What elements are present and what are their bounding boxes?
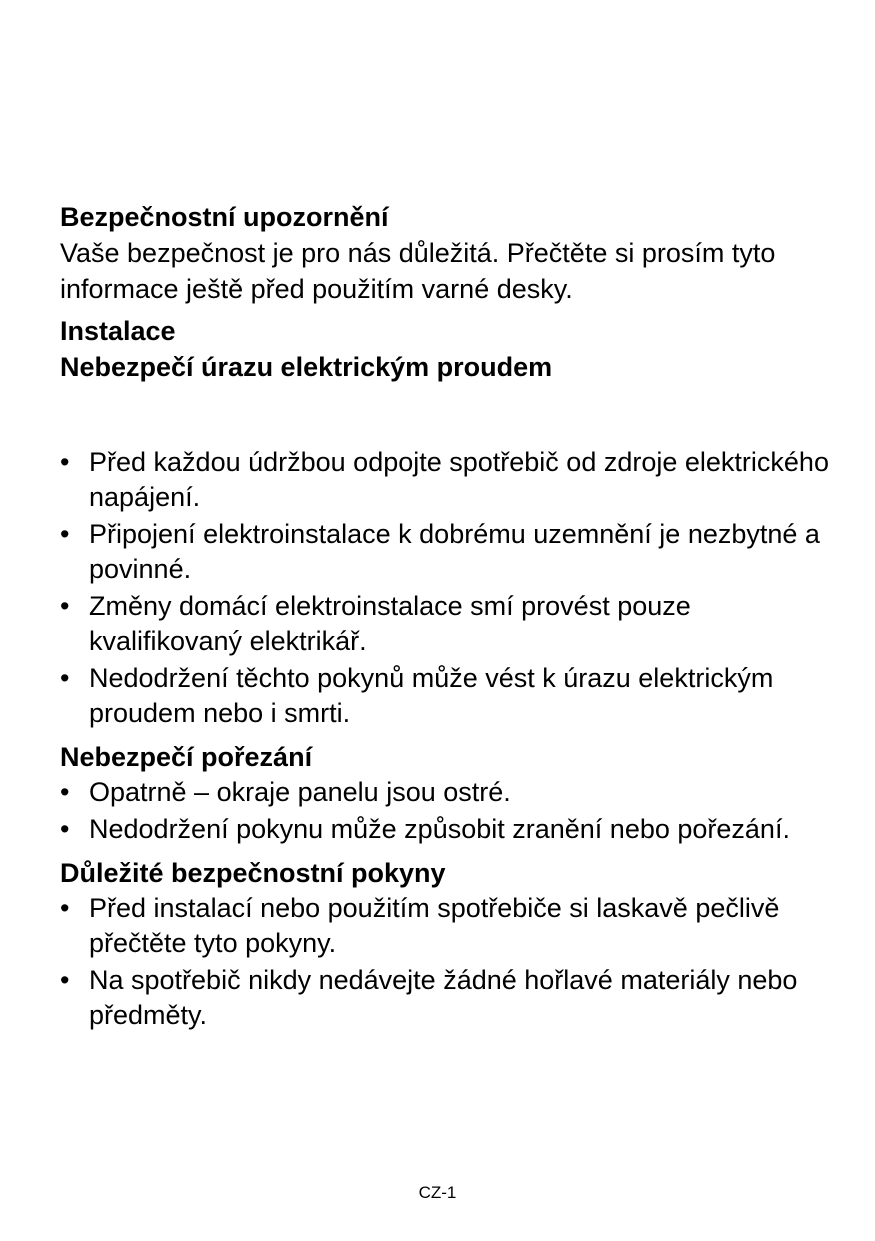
bullet-icon: • — [60, 777, 70, 807]
bullet-icon: • — [60, 965, 70, 995]
list-item — [60, 589, 850, 659]
cut-hazard-list — [60, 775, 850, 847]
list-item-text: Před instalací nebo použitím spotřebiče si laskavě pečlivě přečtěte tyto pokyny. — [89, 893, 780, 958]
list-item — [60, 891, 850, 961]
bullet-icon: • — [60, 447, 70, 477]
list-item — [60, 775, 850, 810]
list-item — [60, 445, 850, 515]
list-item-text: Změny domácí elektroinstalace smí provést pouze kvalifikovaný elektrikář. — [89, 591, 691, 656]
safety-warnings-title: Bezpečnostní upozornění — [60, 202, 389, 232]
installation-list — [60, 445, 850, 731]
list-item-text: Před každou údržbou odpojte spotřebič od zdroje elektrického napájení. — [89, 447, 829, 512]
bullet-icon: • — [60, 519, 70, 549]
bullet-icon: • — [60, 591, 70, 621]
list-item — [60, 812, 850, 847]
important-instructions-list — [60, 891, 850, 1033]
list-item — [60, 517, 850, 587]
bullet-icon: • — [60, 814, 70, 844]
list-item-text: Nedodržení těchto pokynů může vést k úrazu elektrickým proudem nebo i smrti. — [89, 663, 774, 728]
bullet-icon: • — [60, 893, 70, 923]
document-page — [60, 199, 850, 1035]
page-number: CZ-1 — [418, 1183, 457, 1202]
safety-intro-text: Vaše bezpečnost je pro nás důležitá. Přečtěte si prosím tyto informace ještě před použitím varné desky. — [60, 238, 776, 304]
list-item-text: Na spotřebič nikdy nedávejte žádné hořlavé materiály nebo předměty. — [89, 965, 798, 1030]
electric-shock-subtitle: Nebezpečí úrazu elektrickým proudem — [60, 352, 553, 382]
list-item — [60, 963, 850, 1033]
list-item-text: Připojení elektroinstalace k dobrému uzemnění je nezbytné a povinné. — [89, 519, 820, 584]
installation-title: Instalace — [60, 316, 176, 346]
important-instructions-title: Důležité bezpečnostní pokyny — [60, 858, 446, 888]
cut-hazard-title: Nebezpečí pořezání — [60, 742, 313, 772]
list-item — [60, 661, 850, 731]
bullet-icon: • — [60, 663, 70, 693]
list-item-text: Nedodržení pokynu může způsobit zranění nebo pořezání. — [89, 814, 790, 844]
list-item-text: Opatrně – okraje panelu jsou ostré. — [89, 777, 511, 807]
